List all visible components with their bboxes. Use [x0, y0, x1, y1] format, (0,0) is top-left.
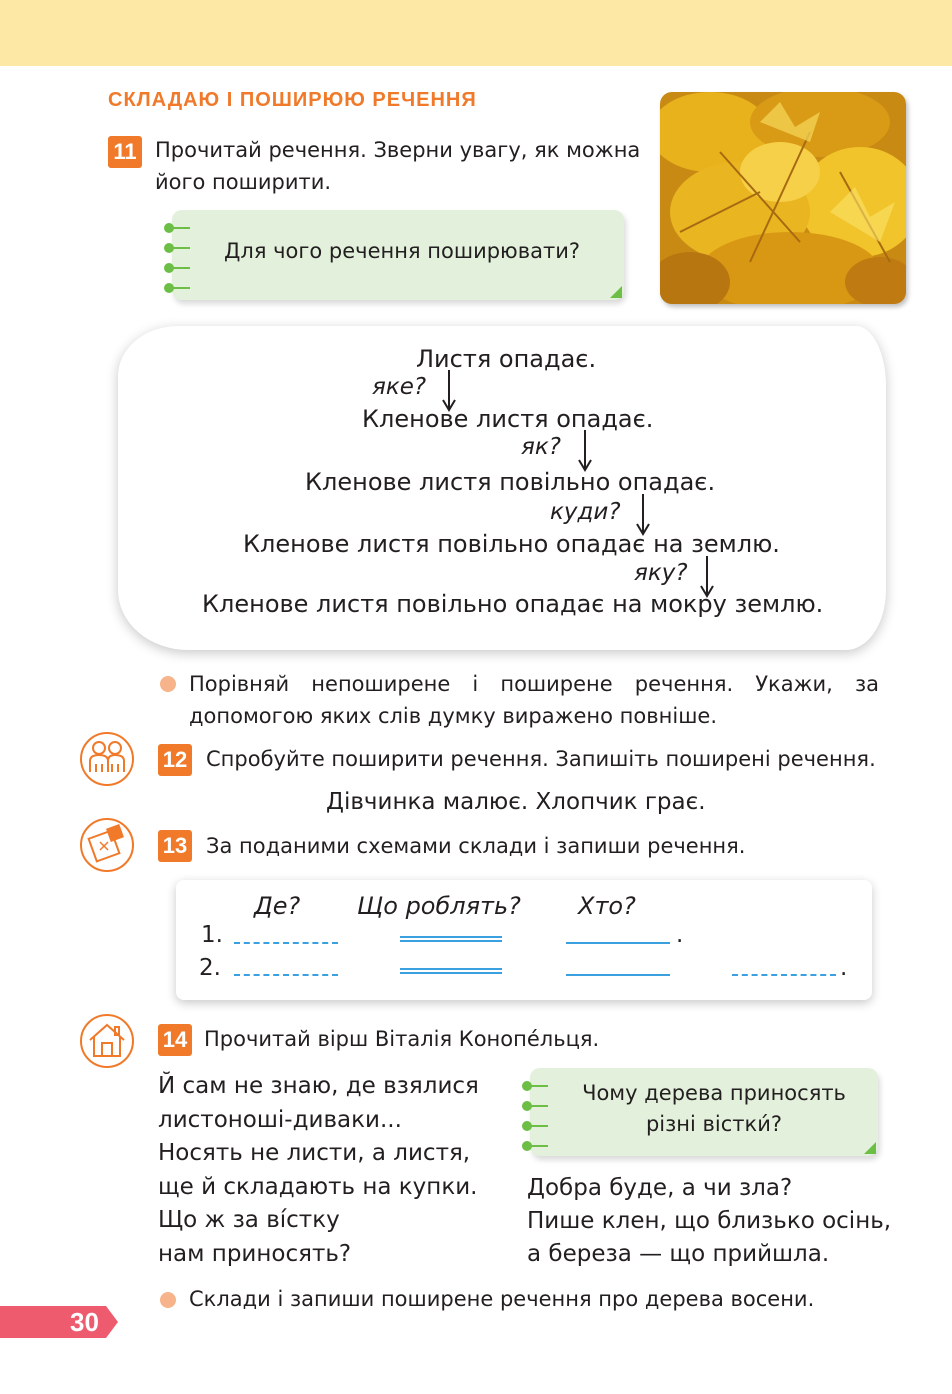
- task-number-12: 12: [158, 744, 192, 776]
- puzzle-icon: [80, 818, 134, 872]
- page-number: 30: [70, 1307, 99, 1337]
- chain-sentence-1: Листя опадає.: [416, 345, 597, 373]
- note-corner-icon: [864, 1142, 876, 1154]
- schema-single-line: [566, 974, 670, 976]
- schema-header-who: Хто?: [578, 892, 636, 920]
- section-title: СКЛАДАЮ І ПОШИРЮЮ РЕЧЕННЯ: [108, 89, 477, 111]
- schema-header-where: Де?: [254, 892, 301, 920]
- task-number-14: 14: [158, 1024, 192, 1056]
- note-bullet-icon: [164, 238, 190, 258]
- bullet-icon: [160, 1292, 176, 1308]
- chain-question-3: куди?: [550, 499, 621, 525]
- note-bullet-icon: [164, 258, 190, 278]
- chain-question-4: яку?: [634, 560, 688, 586]
- schema-period: .: [676, 922, 684, 948]
- schema-row-number: 1.: [201, 922, 223, 948]
- poem-left-line: нам приносять?: [158, 1241, 352, 1267]
- task-number-11: 11: [108, 136, 142, 168]
- task13-text: За поданими схемами склади і запиши речення.: [206, 834, 746, 858]
- poem-left-line: Й сам не знаю, де взялися: [158, 1073, 479, 1099]
- header-band: [0, 0, 952, 66]
- chain-sentence-4: Кленове листя повільно опадає на землю.: [243, 530, 780, 558]
- poem-right-line: а береза — що прийшла.: [527, 1241, 830, 1267]
- note-corner-icon: [610, 286, 622, 298]
- chain-sentence-2: Кленове листя опадає.: [362, 405, 654, 433]
- schema-double-line: [400, 936, 502, 942]
- schema-period: .: [840, 955, 848, 981]
- schema-dashed-line: [234, 974, 338, 976]
- note-bullet-icon: [164, 278, 190, 298]
- note-bullet-icon: [522, 1136, 548, 1156]
- poem-note-line2: різні вістки́?: [645, 1112, 783, 1136]
- chain-question-1: яке?: [372, 374, 427, 400]
- chain-question-2: як?: [521, 434, 561, 460]
- poem-right-line: Пише клен, що близько осінь,: [527, 1208, 892, 1234]
- task12-sentences: Дівчинка малює. Хлопчик грає.: [326, 789, 706, 815]
- task11-bullet-line1: Порівняй непоширене і поширене речення. Укажи, за: [189, 672, 879, 696]
- schema-row-number: 2.: [199, 955, 221, 981]
- poem-right-line: Добра буде, а чи зла?: [527, 1175, 793, 1201]
- poem-note-line1: Чому дерева приносять: [582, 1081, 846, 1105]
- poem-left-line: ще й складають на купки.: [158, 1174, 478, 1200]
- page-number-tab: [0, 1306, 118, 1338]
- poem-left-line: листоноші-диваки...: [158, 1107, 402, 1133]
- poem-left-line: Що ж за ві́стку: [158, 1207, 340, 1233]
- poem-left-line: Носять не листи, а листя,: [158, 1140, 471, 1166]
- note-bullet-icon: [522, 1096, 548, 1116]
- autumn-leaves-image: [660, 92, 906, 304]
- note-question-text: Для чого речення поширювати?: [223, 239, 580, 263]
- schema-single-line: [566, 942, 670, 944]
- task-number-13: 13: [158, 830, 192, 862]
- task11-text-line1: Прочитай речення. Зверни увагу, як можна: [155, 138, 641, 162]
- bullet-icon: [160, 676, 176, 692]
- schema-dashed-line: [234, 942, 338, 944]
- note-bullet-icon: [522, 1116, 548, 1136]
- task12-text: Спробуйте поширити речення. Запишіть поширені речення.: [206, 747, 876, 771]
- task14-bullet: Склади і запиши поширене речення про дерева восени.: [189, 1287, 815, 1311]
- task11-text-line2: його поширити.: [155, 170, 332, 194]
- chain-sentence-5: Кленове листя повільно опадає на мокру землю.: [202, 590, 824, 618]
- pair-work-icon: [80, 732, 134, 786]
- home-icon: [80, 1014, 134, 1068]
- note-bullet-icon: [522, 1076, 548, 1096]
- down-arrow-icon: [578, 430, 592, 472]
- poem-question-note: [530, 1068, 878, 1156]
- task14-text: Прочитай вірш Віталія Конопе́льця.: [204, 1027, 600, 1051]
- schema-header-what-do: Що роблять?: [357, 892, 521, 920]
- note-bullet-icon: [164, 218, 190, 238]
- task11-bullet-line2: допомогою яких слів думку виражено повніше.: [189, 704, 718, 728]
- question-note: [172, 210, 624, 300]
- schema-dashed-line: [732, 974, 836, 976]
- schema-double-line: [400, 968, 502, 974]
- chain-sentence-3: Кленове листя повільно опадає.: [305, 468, 716, 496]
